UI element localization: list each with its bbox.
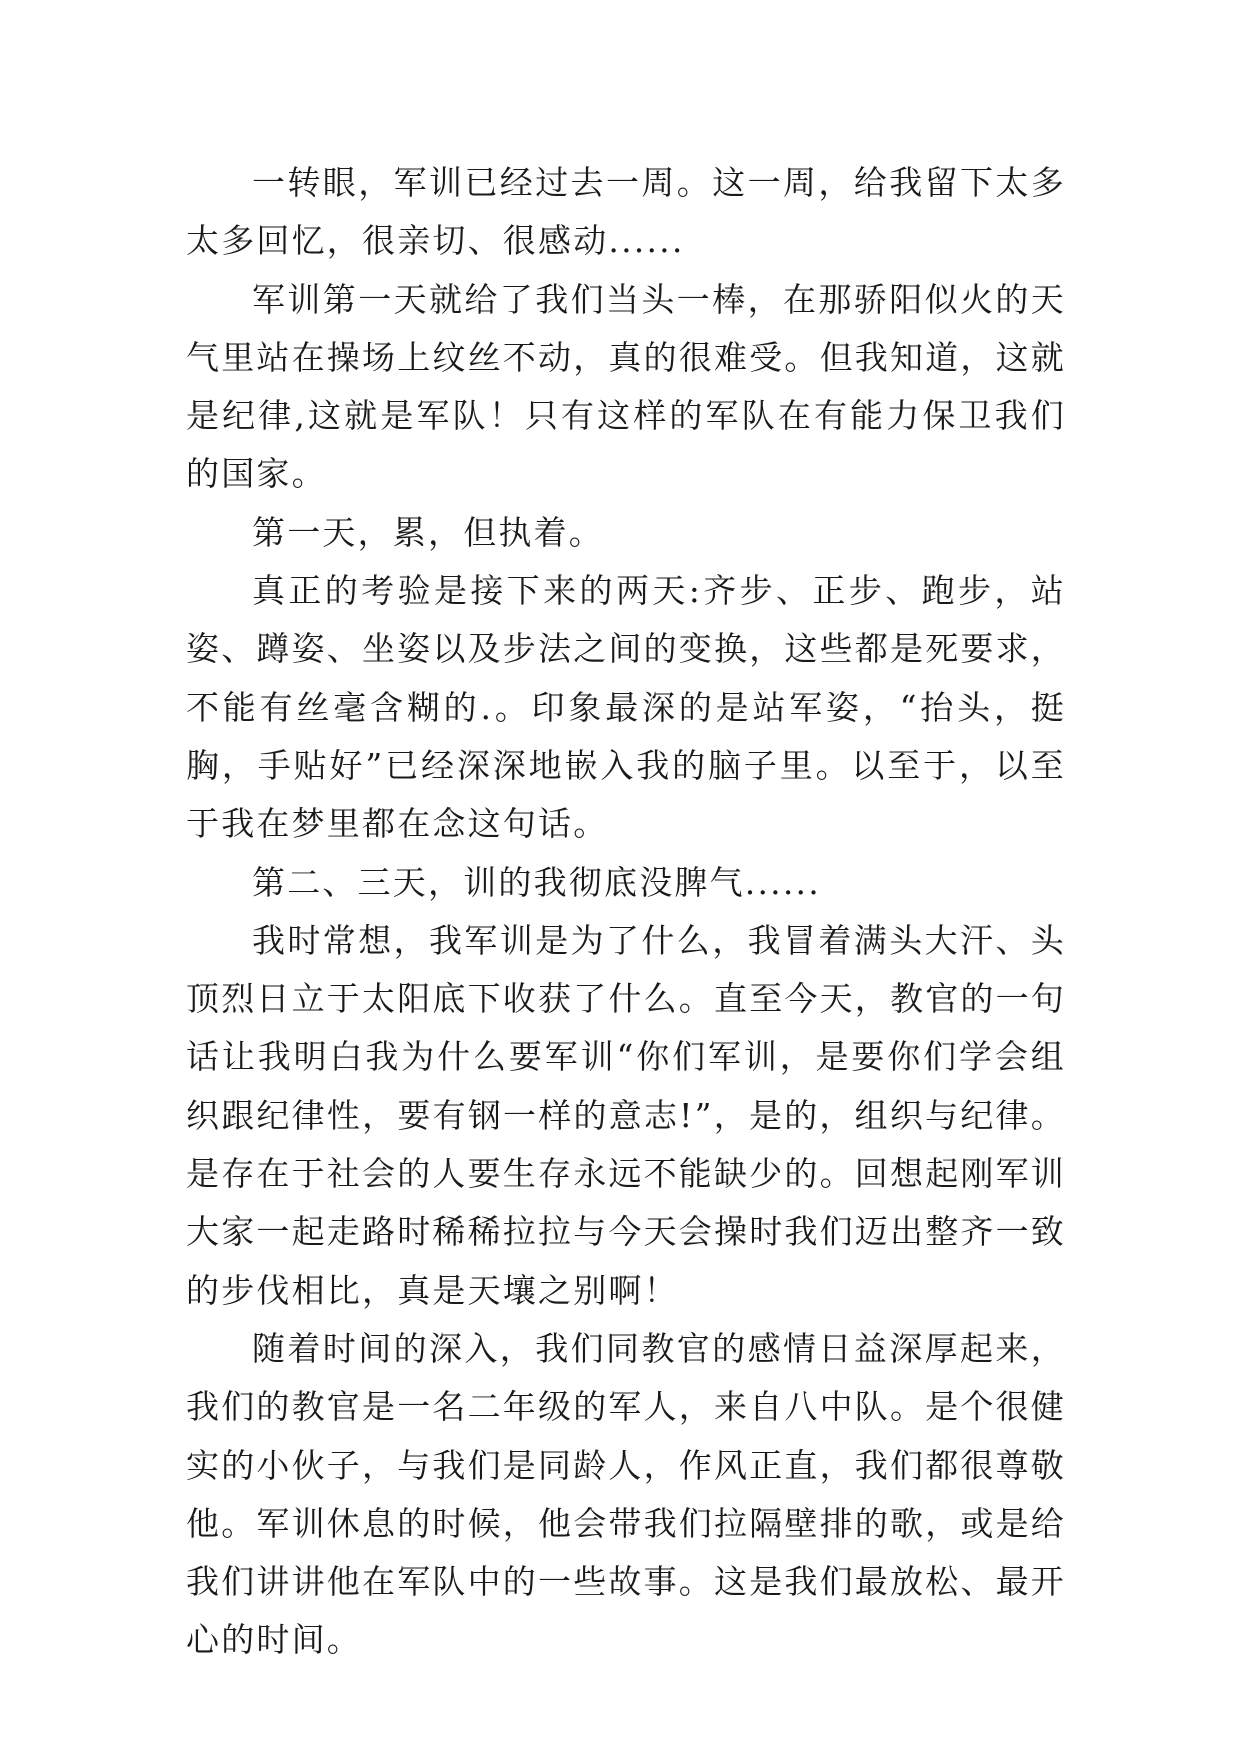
- paragraph-7: 随着时间的深入，我们同教官的感情日益深厚起来，我们的教官是一名二年级的军人，来自八中队。是个很健实的小伙子，与我们是同龄人，作风正直，我们都很尊敬他。军训休息的时候，他会带我们拉隔壁排的歌，或是给我们讲讲他在军队中的一些故事。这是我们最放松、最开心的时间。: [186, 1328, 1066, 1660]
- paragraph-2: 军训第一天就给了我们当头一棒，在那骄阳似火的天气里站在操场上纹丝不动，真的很难受。但我知道，这就是纪律,这就是军队！只有这样的军队在有能力保卫我们的国家。: [186, 279, 1066, 494]
- paragraph-5: 第二、三天，训的我彻底没脾气......: [252, 862, 821, 902]
- paragraph-1: 一转眼，军训已经过去一周。这一周，给我留下太多太多回忆，很亲切、很感动......: [186, 163, 1066, 261]
- paragraph-3: 第一天，累，但执着。: [252, 512, 604, 552]
- paragraph-4: 真正的考验是接下来的两天:齐步、正步、跑步，站姿、蹲姿、坐姿以及步法之间的变换，这些都是死要求，不能有丝毫含糊的.。印象最深的是站军姿，“抬头，挺胸，手贴好”已经深深地嵌入我的脑子里。以至于，以至于我在梦里都在念这句话。: [186, 571, 1066, 844]
- paragraph-6: 我时常想，我军训是为了什么，我冒着满头大汗、头顶烈日立于太阳底下收获了什么。直至今天，教官的一句话让我明白我为什么要军训“你们军训，是要你们学会组织跟纪律性，要有钢一样的意志!”，是的，组织与纪律。是存在于社会的人要生存永远不能缺少的。回想起刚军训大家一起走路时稀稀拉拉与今天会操时我们迈出整齐一致的步伐相比，真是天壤之别啊！: [186, 920, 1066, 1310]
- document-body: [186, 154, 1066, 1670]
